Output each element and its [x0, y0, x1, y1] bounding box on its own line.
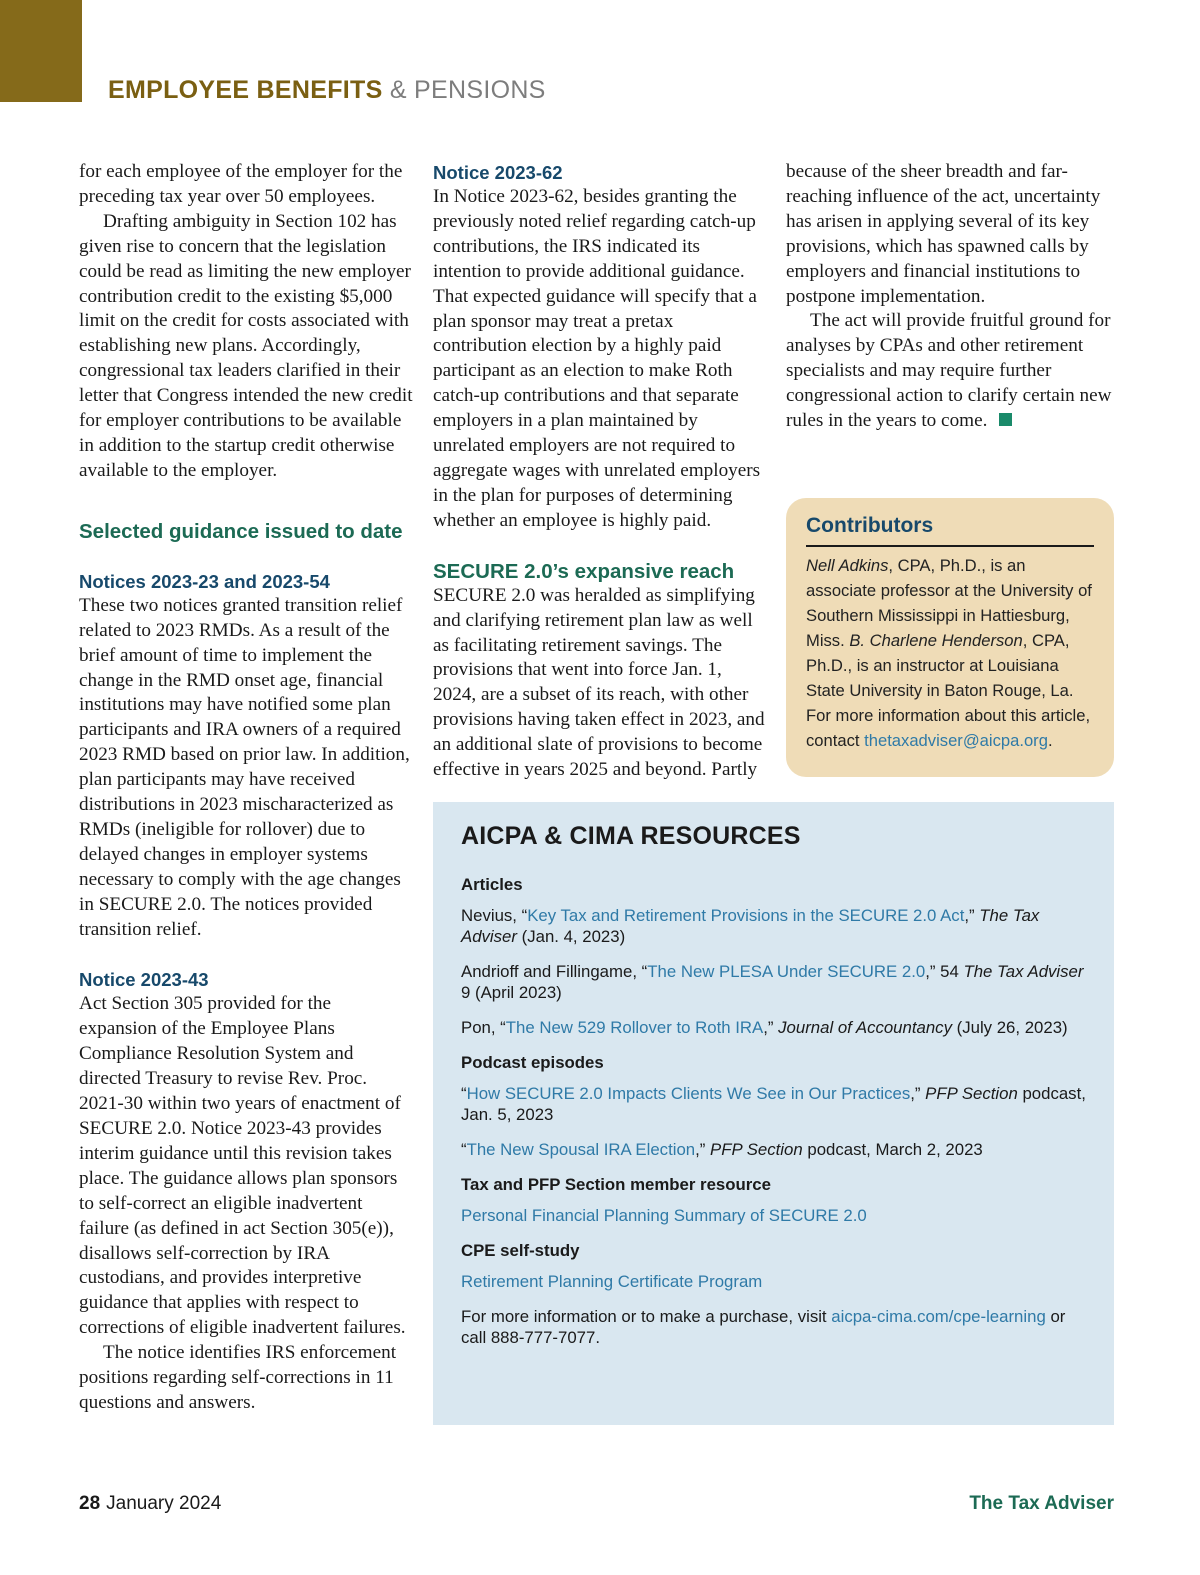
col2-paragraph-1: In Notice 2023-62, besides granting the previously noted relief regarding catch-up contributions, the IRS indicated its intention to provide additional guidance. That expected guidance will specify that a plan sponsor may treat a pretax contribution election by a highly paid participant as an election to make Roth catch-up contributions and that separate employers in a plan maintained by unrelated employers are not required to aggregate wages with unrelated employers in the plan for purposes of determining whether an employee is highly paid. [433, 186, 761, 531]
podcast-1-link[interactable]: How SECURE 2.0 Impacts Clients We See in Our Practices [466, 1084, 911, 1103]
section-header-main: EMPLOYEE BENEFITS [108, 76, 383, 104]
podcast-1-mid: ,” [910, 1084, 926, 1103]
contributors-title: Contributors [806, 513, 1094, 547]
resources-heading-podcasts: Podcast episodes [461, 1053, 604, 1072]
resources-heading-cpe: CPE self-study [461, 1241, 580, 1260]
article-1-date: (Jan. 4, 2023) [516, 927, 626, 946]
col1-paragraph-3: These two notices granted transition relief related to 2023 RMDs. As a result of the brief amount of time to implement the change in the RMD onset age, financial institutions may have notified some plan participants and IRA owners of a required 2023 RMD based on prior law. In addition, plan participants may have received distributions in 2023 mischaracterized as RMDs (ineligible for rollover) due to delayed changes in employer systems necessary to comply with the age changes in SECURE 2.0. The notices provided transition relief. [79, 594, 410, 940]
col1-paragraph-2: Drafting ambiguity in Section 102 has given rise to concern that the legislation could be read as limiting the new employer contribution credit to the existing $5,000 limit on the credit for costs associated with establishing new plans. Accordingly, congressional tax leaders clarified in their letter that Congress intended the new credit for employer contributions to be available in addition to the startup credit otherwise available to the employer. [79, 210, 413, 481]
heading-notices-2023-23-54: Notices 2023-23 and 2023-54 [79, 570, 330, 592]
podcast-2-mid: ,” [695, 1140, 711, 1159]
contact-email-link[interactable]: thetaxadviser@aicpa.org [864, 731, 1048, 750]
article-1-publication: The Tax Adviser [461, 906, 1040, 946]
issue-date: January 2024 [106, 1493, 222, 1514]
article-1-link[interactable]: Key Tax and Retirement Provisions in the SECURE 2.0 Act [527, 906, 965, 925]
contributor-name-2: B. Charlene Henderson [849, 631, 1023, 650]
publication-name: The Tax Adviser [969, 1493, 1114, 1514]
col2-paragraph-2: SECURE 2.0 was heralded as simplifying and clarifying retirement plan law as well as facilitating retirement savings. The provisions that went into force Jan. 1, 2024, are a subset of its reach, with other provisions having taken effect in 2023, and an additional slate of provisions to become effective in years 2025 and beyond. Partly [433, 584, 765, 781]
resource-podcast-1 [461, 1083, 1086, 1125]
podcast-2-publication: PFP Section [710, 1140, 803, 1159]
podcast-1-date: podcast, Jan. 5, 2023 [461, 1084, 1086, 1124]
col1-paragraph-1: for each employee of the employer for the preceding tax year over 50 employees. [79, 161, 403, 207]
page-number: 28 [79, 1493, 101, 1514]
article-2-date: 9 (April 2023) [461, 983, 562, 1002]
resource-cpe [461, 1271, 1086, 1292]
podcast-1-publication: PFP Section [925, 1084, 1018, 1103]
col3-paragraph-2-text: The act will provide fruitful ground for analyses by CPAs and other retirement specialists and may require further congressional action to clarify certain new rules in the years to come. [786, 310, 1112, 432]
article-1-prefix: Nevius, “ [461, 906, 528, 925]
resources-title: AICPA & CIMA RESOURCES [461, 822, 801, 850]
article-column-1 [79, 160, 413, 1416]
heading-secure-reach: SECURE 2.0’s expansive reach [433, 559, 735, 583]
article-2-publication: The Tax Adviser [963, 962, 1084, 981]
contributor-bio-2: , CPA, Ph.D., is an instructor at Louisiana State University in Baton Rouge, La. For more information about this article, contact [806, 631, 1091, 750]
resource-article-1 [461, 905, 1086, 947]
more-info-suffix: or call 888-777-7077. [461, 1307, 1066, 1347]
article-3-prefix: Pon, “ [461, 1018, 506, 1037]
resource-article-2 [461, 961, 1086, 1003]
section-header-rest: & PENSIONS [382, 76, 546, 104]
article-column-3 [786, 160, 1118, 434]
contributors-box [786, 498, 1114, 777]
podcast-2-link[interactable]: The New Spousal IRA Election [466, 1140, 696, 1159]
contributors-bio [806, 553, 1094, 753]
resource-podcast-2 [461, 1139, 1086, 1160]
resources-box [433, 802, 1114, 1425]
resource-article-3 [461, 1017, 1086, 1038]
resources-heading-articles: Articles [461, 875, 523, 894]
section-color-tab [0, 0, 82, 102]
contributor-name-1: Nell Adkins [806, 556, 889, 575]
article-2-prefix: Andrioff and Fillingame, “ [461, 962, 648, 981]
article-3-mid: ,” [763, 1018, 779, 1037]
resources-heading-member: Tax and PFP Section member resource [461, 1175, 771, 1194]
podcast-2-prefix: “ [461, 1140, 467, 1159]
article-3-publication: Journal of Accountancy [778, 1018, 952, 1037]
article-1-mid: ,” [964, 906, 980, 925]
more-info-prefix: For more information or to make a purchase, visit [461, 1307, 832, 1326]
col3-paragraph-2 [786, 309, 1118, 434]
col1-paragraph-5: The notice identifies IRS enforcement positions regarding self-corrections in 11 questions and answers. [79, 1342, 397, 1413]
article-column-2 [433, 160, 767, 783]
heading-notice-2023-62: Notice 2023-62 [433, 162, 563, 183]
contributor-bio-end: . [1047, 731, 1053, 750]
section-header [108, 76, 546, 105]
article-2-link[interactable]: The New PLESA Under SECURE 2.0 [647, 962, 926, 981]
podcast-2-date: podcast, March 2, 2023 [802, 1140, 983, 1159]
heading-notice-2023-43: Notice 2023-43 [79, 969, 209, 991]
cpe-learning-link[interactable]: aicpa-cima.com/cpe-learning [831, 1307, 1046, 1326]
footer-left [79, 1493, 221, 1515]
resource-member [461, 1205, 1086, 1226]
col1-paragraph-4: Act Section 305 provided for the expansion of the Employee Plans Compliance Resolution System and directed Treasury to revise Rev. Proc. 2021-30 within two years of enactment of SECURE 2.0. Notice 2023-43 provides interim guidance until this revision takes place. The guidance allows plan sponsors to self-correct an eligible inadvertent failure (as defined in act Section 305(e)), disallows self-correction by IRA custodians, and provides interpretive guidance that applies with respect to corrections of eligible inadvertent failures. [79, 993, 406, 1339]
member-resource-link[interactable]: Personal Financial Planning Summary of SECURE 2.0 [461, 1206, 867, 1225]
col3-paragraph-1: because of the sheer breadth and far-reaching influence of the act, uncertainty has arisen in applying several of its key provisions, which has spawned calls by employers and financial institutions to postpone implementation. [786, 161, 1101, 307]
resource-more-info [461, 1306, 1086, 1348]
cpe-program-link[interactable]: Retirement Planning Certificate Program [461, 1272, 763, 1291]
article-3-date: (July 26, 2023) [951, 1018, 1068, 1037]
contributor-bio-1: , CPA, Ph.D., is an associate professor at the University of Southern Mississippi in Hattiesburg, Miss. [806, 556, 1092, 650]
heading-selected-guidance: Selected guidance issued to date [79, 519, 403, 543]
article-3-link[interactable]: The New 529 Rollover to Roth IRA [505, 1018, 764, 1037]
end-of-article-icon [999, 413, 1012, 426]
article-2-mid: ,” 54 [925, 962, 964, 981]
podcast-1-prefix: “ [461, 1084, 467, 1103]
